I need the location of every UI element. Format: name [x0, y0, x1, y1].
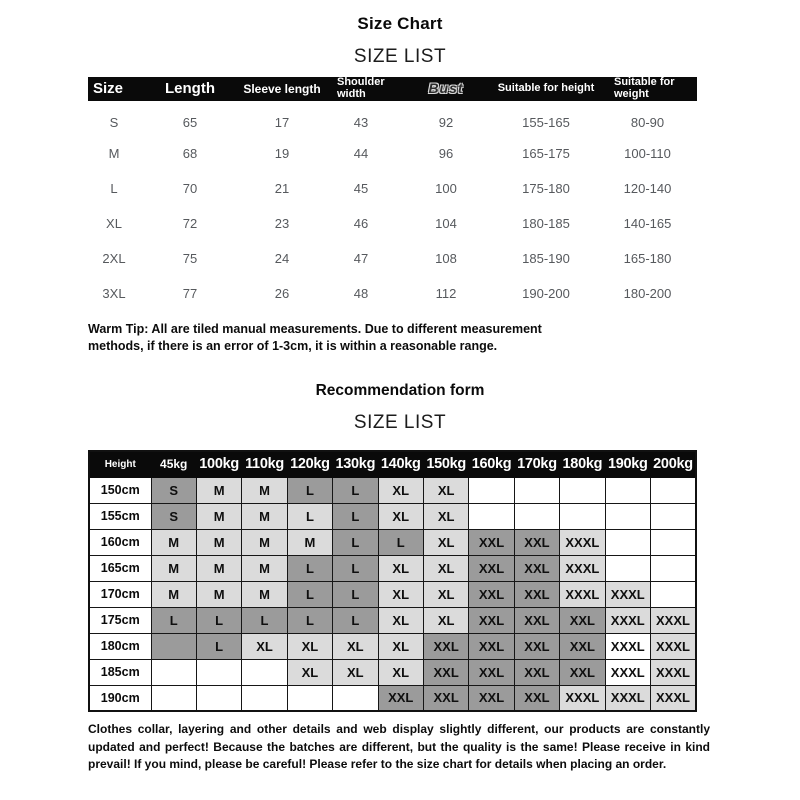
size-table-row — [88, 136, 697, 171]
size-recommendation-cell — [514, 477, 559, 503]
recommendation-form-title: Recommendation form — [315, 382, 485, 399]
measurement-cell: 108 — [435, 251, 457, 266]
size-recommendation-cell: XXL — [469, 633, 514, 659]
size-recommendation-cell: XXXL — [560, 685, 605, 711]
size-recommendation-cell: L — [242, 607, 287, 633]
height-column-header: Height — [89, 451, 151, 477]
column-header-label: Shoulder width — [337, 76, 385, 100]
size-recommendation-cell: XL — [378, 477, 423, 503]
size-label-cell: S — [109, 114, 119, 130]
weight-column-header: 150kg — [423, 451, 468, 477]
size-recommendation-cell: XL — [423, 529, 468, 555]
size-recommendation-cell — [605, 477, 650, 503]
size-recommendation-cell — [196, 659, 241, 685]
size-recommendation-cell: L — [196, 607, 241, 633]
size-recommendation-cell: XL — [333, 659, 378, 685]
size-recommendation-cell: XL — [378, 503, 423, 529]
size-recommendation-cell — [650, 529, 696, 555]
size-recommendation-cell: XXXL — [650, 685, 696, 711]
size-recommendation-cell — [469, 477, 514, 503]
size-recommendation-cell: XL — [423, 607, 468, 633]
size-recommendation-cell: XXL — [423, 659, 468, 685]
height-label-cell: 185cm — [89, 659, 151, 685]
weight-column-header: 45kg — [151, 451, 196, 477]
size-label-cell: 3XL — [102, 286, 126, 301]
size-table-column-header — [494, 77, 598, 101]
size-recommendation-cell: XL — [287, 633, 332, 659]
weight-column-header: 170kg — [514, 451, 559, 477]
size-recommendation-cell — [514, 503, 559, 529]
size-recommendation-cell: M — [242, 555, 287, 581]
size-recommendation-cell: L — [196, 633, 241, 659]
measurement-cell: 46 — [353, 216, 369, 231]
size-table-column-header — [598, 77, 697, 101]
measurement-cell: 104 — [435, 216, 457, 231]
weight-column-header: 100kg — [196, 451, 241, 477]
height-label-cell: 165cm — [89, 555, 151, 581]
measurement-cell: 45 — [353, 181, 369, 196]
measurement-cell: 26 — [274, 286, 290, 301]
size-recommendation-cell: XXL — [514, 659, 559, 685]
size-recommendation-cell: L — [333, 477, 378, 503]
measurement-cell: 165-180 — [623, 251, 672, 266]
size-recommendation-cell: XXL — [469, 659, 514, 685]
measurement-cell: 47 — [353, 251, 369, 266]
size-recommendation-cell: L — [287, 477, 332, 503]
measurement-cell: 80-90 — [630, 114, 665, 130]
size-recommendation-cell: XXL — [514, 555, 559, 581]
size-recommendation-cell: XXL — [469, 555, 514, 581]
recommendation-row — [89, 607, 696, 633]
size-recommendation-cell: L — [333, 529, 378, 555]
column-header-label: Size — [93, 79, 124, 97]
size-recommendation-cell: XXL — [560, 633, 605, 659]
height-label-cell: 155cm — [89, 503, 151, 529]
size-recommendation-cell — [650, 555, 696, 581]
size-recommendation-cell — [605, 503, 650, 529]
measurement-cell: 19 — [274, 146, 290, 161]
size-recommendation-cell: M — [242, 581, 287, 607]
measurement-cell: 92 — [438, 114, 454, 130]
measurement-cell: 165-175 — [522, 146, 570, 161]
size-recommendation-cell: XXL — [514, 581, 559, 607]
size-recommendation-cell: XL — [378, 581, 423, 607]
measurement-cell: 185-190 — [522, 251, 570, 266]
measurement-cell: 175-180 — [522, 181, 570, 196]
height-label-cell: 170cm — [89, 581, 151, 607]
size-recommendation-cell: XXXL — [650, 659, 696, 685]
size-recommendation-cell: XXXL — [560, 529, 605, 555]
height-label-cell: 175cm — [89, 607, 151, 633]
weight-column-header: 130kg — [333, 451, 378, 477]
size-table-row — [88, 171, 697, 206]
weight-column-header: 180kg — [560, 451, 605, 477]
size-recommendation-cell: L — [287, 607, 332, 633]
size-recommendation-cell — [469, 503, 514, 529]
size-recommendation-cell: XXL — [469, 685, 514, 711]
size-recommendation-cell: M — [196, 581, 241, 607]
size-recommendation-cell: M — [151, 529, 196, 555]
size-label-cell: XL — [106, 216, 122, 231]
warm-tip-text: Warm Tip: All are tiled manual measurements. Due to different measurement methods, if there is an error of 1-3cm, it is within a reasonable range. — [88, 322, 542, 353]
size-measurement-table — [88, 77, 697, 311]
recommendation-row — [89, 633, 696, 659]
size-recommendation-cell: XXXL — [560, 581, 605, 607]
measurement-cell: 190-200 — [522, 286, 570, 301]
measurement-cell: 43 — [353, 114, 369, 130]
size-recommendation-cell: XXL — [560, 607, 605, 633]
measurement-cell: 48 — [353, 286, 369, 301]
recommendation-row — [89, 555, 696, 581]
measurement-cell: 100 — [435, 181, 457, 196]
measurement-cell: 23 — [274, 216, 290, 231]
size-list-heading-2: SIZE LIST — [353, 412, 447, 433]
size-table-header — [88, 77, 697, 101]
size-table-row — [88, 101, 697, 136]
size-label-cell: 2XL — [102, 251, 126, 266]
recommendation-row — [89, 477, 696, 503]
size-table-column-header — [398, 77, 494, 101]
size-recommendation-cell — [287, 685, 332, 711]
size-recommendation-cell: L — [333, 581, 378, 607]
size-recommendation-cell: XL — [378, 659, 423, 685]
size-table-column-header — [88, 77, 140, 101]
size-recommendation-cell: L — [333, 607, 378, 633]
size-recommendation-cell: L — [151, 607, 196, 633]
size-recommendation-cell: XL — [423, 503, 468, 529]
size-recommendation-cell: L — [287, 503, 332, 529]
size-recommendation-cell: XXL — [469, 607, 514, 633]
size-recommendation-cell: XL — [333, 633, 378, 659]
recommendation-row — [89, 659, 696, 685]
size-table-column-header — [240, 77, 324, 101]
size-recommendation-cell — [196, 685, 241, 711]
height-label-cell: 150cm — [89, 477, 151, 503]
size-recommendation-cell: L — [378, 529, 423, 555]
size-table-body — [88, 101, 697, 311]
size-recommendation-cell: XXL — [469, 529, 514, 555]
weight-column-header: 110kg — [242, 451, 287, 477]
size-recommendation-cell — [650, 581, 696, 607]
measurement-cell: 180-185 — [522, 216, 570, 231]
size-recommendation-cell: XXXL — [650, 607, 696, 633]
height-label-cell: 160cm — [89, 529, 151, 555]
column-header-label: Suitable for weight — [614, 76, 675, 100]
size-label-cell: L — [110, 181, 118, 196]
page-title: Size Chart — [357, 14, 443, 33]
size-recommendation-cell: M — [151, 581, 196, 607]
size-recommendation-cell: XL — [378, 555, 423, 581]
size-table-column-header — [140, 77, 240, 101]
measurement-cell: 70 — [182, 181, 198, 196]
size-recommendation-cell: XXXL — [605, 685, 650, 711]
measurement-cell: 65 — [182, 114, 198, 130]
weight-column-header: 120kg — [287, 451, 332, 477]
height-label-cell: 190cm — [89, 685, 151, 711]
weight-column-header: 190kg — [605, 451, 650, 477]
size-recommendation-cell: XXL — [560, 659, 605, 685]
size-recommendation-cell: XXL — [514, 607, 559, 633]
size-recommendation-cell: L — [333, 503, 378, 529]
size-recommendation-cell: M — [242, 503, 287, 529]
size-recommendation-cell: XL — [423, 555, 468, 581]
column-header-label: Suitable for height — [497, 82, 595, 95]
size-recommendation-cell: XXL — [514, 633, 559, 659]
measurement-cell: 155-165 — [522, 114, 570, 130]
size-recommendation-cell: S — [151, 503, 196, 529]
size-recommendation-cell: XL — [423, 477, 468, 503]
size-recommendation-cell: L — [287, 581, 332, 607]
measurement-cell: 96 — [438, 146, 454, 161]
measurement-cell: 120-140 — [623, 181, 672, 196]
size-recommendation-cell: M — [196, 477, 241, 503]
footer-note-text: Clothes collar, layering and other details and web display slightly different, our products are constantly updated and perfect! Because the batches are different, but the quality is the same! Please receive in kind prevail! If you mind, please be careful! Please refer to the size chart for details when placing an order. — [88, 722, 710, 771]
size-recommendation-cell: XXXL — [605, 633, 650, 659]
measurement-cell: 17 — [274, 114, 290, 130]
size-recommendation-cell: XL — [287, 659, 332, 685]
recommendation-row — [89, 529, 696, 555]
weight-column-header: 200kg — [650, 451, 696, 477]
size-table-row — [88, 206, 697, 241]
size-recommendation-cell — [650, 503, 696, 529]
size-recommendation-cell: XL — [378, 607, 423, 633]
size-recommendation-cell: XXL — [423, 685, 468, 711]
measurement-cell: 21 — [274, 181, 290, 196]
size-table-column-header — [324, 77, 398, 101]
size-recommendation-cell: XXXL — [605, 581, 650, 607]
measurement-cell: 44 — [353, 146, 369, 161]
size-recommendation-cell: XXL — [469, 581, 514, 607]
size-recommendation-cell: M — [287, 529, 332, 555]
size-recommendation-cell — [560, 503, 605, 529]
size-recommendation-cell: XXXL — [650, 633, 696, 659]
size-recommendation-cell: M — [242, 529, 287, 555]
column-header-label: Sleeve length — [243, 81, 321, 96]
recommendation-table-body — [89, 477, 696, 711]
size-label-cell: M — [108, 146, 120, 161]
size-recommendation-cell — [151, 633, 196, 659]
size-recommendation-cell — [242, 685, 287, 711]
size-recommendation-cell — [333, 685, 378, 711]
size-recommendation-cell: M — [151, 555, 196, 581]
size-table-row — [88, 241, 697, 276]
size-recommendation-cell — [151, 659, 196, 685]
size-recommendation-cell — [151, 685, 196, 711]
size-list-heading-1: SIZE LIST — [353, 46, 447, 67]
size-recommendation-cell: M — [196, 503, 241, 529]
measurement-cell: 75 — [182, 251, 198, 266]
size-recommendation-cell: XL — [242, 633, 287, 659]
size-recommendation-cell — [650, 477, 696, 503]
measurement-cell: 77 — [182, 286, 198, 301]
measurement-cell: 180-200 — [623, 286, 672, 301]
recommendation-row — [89, 503, 696, 529]
size-recommendation-cell: XXL — [423, 633, 468, 659]
recommendation-table-header — [89, 451, 696, 477]
size-recommendation-cell: M — [196, 555, 241, 581]
recommendation-row — [89, 685, 696, 711]
size-recommendation-cell — [242, 659, 287, 685]
measurement-cell: 140-165 — [623, 216, 672, 231]
size-recommendation-cell: XXL — [514, 529, 559, 555]
size-recommendation-cell — [560, 477, 605, 503]
measurement-cell: 112 — [435, 286, 457, 301]
column-header-label: Length — [165, 79, 215, 97]
size-recommendation-cell: XL — [378, 633, 423, 659]
size-recommendation-cell: XXL — [514, 685, 559, 711]
size-recommendation-cell: XXXL — [560, 555, 605, 581]
size-recommendation-cell: L — [287, 555, 332, 581]
measurement-cell: 100-110 — [624, 146, 671, 161]
height-label-cell: 180cm — [89, 633, 151, 659]
size-recommendation-cell — [605, 529, 650, 555]
size-recommendation-cell: S — [151, 477, 196, 503]
size-recommendation-cell: XXXL — [605, 659, 650, 685]
recommendation-row — [89, 581, 696, 607]
size-recommendation-cell: XXXL — [605, 607, 650, 633]
weight-column-header: 160kg — [469, 451, 514, 477]
bust-stylized-label: Bust — [428, 80, 464, 97]
recommendation-table — [88, 450, 697, 712]
size-recommendation-cell: M — [242, 477, 287, 503]
measurement-cell: 24 — [274, 251, 290, 266]
size-recommendation-cell: XL — [423, 581, 468, 607]
size-recommendation-cell: L — [333, 555, 378, 581]
measurement-cell: 72 — [182, 216, 198, 231]
size-recommendation-cell: XXL — [378, 685, 423, 711]
size-table-row — [88, 276, 697, 311]
measurement-cell: 68 — [182, 146, 198, 161]
size-recommendation-cell — [605, 555, 650, 581]
size-recommendation-cell: M — [196, 529, 241, 555]
weight-column-header: 140kg — [378, 451, 423, 477]
